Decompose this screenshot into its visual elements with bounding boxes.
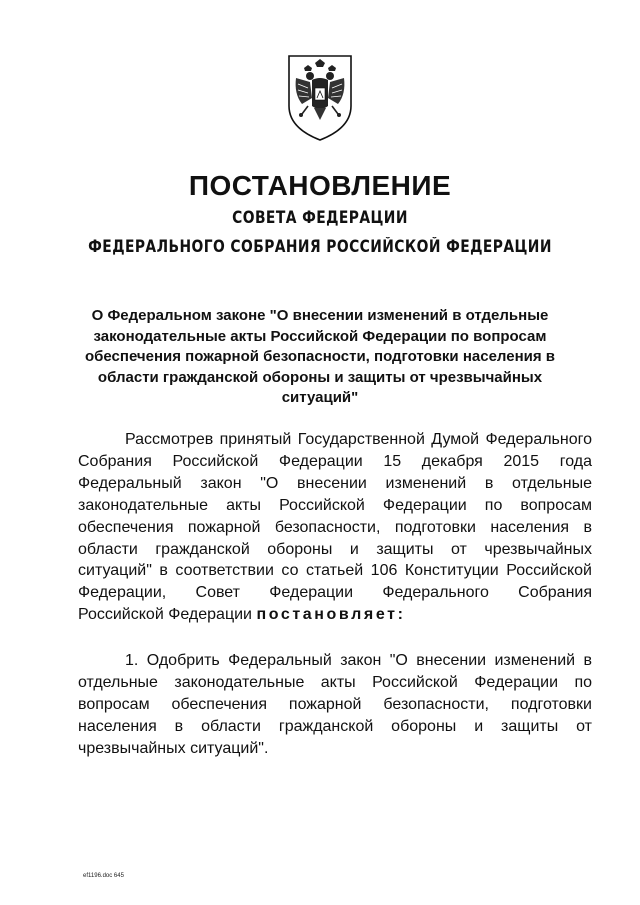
heading-line: О Федеральном законе "О внесении изменений в отдельные	[91, 307, 549, 324]
document-title: ПОСТАНОВЛЕНИЕ	[188, 170, 452, 201]
paragraph-line: обеспечения пожарной безопасности, подготовки населения в	[78, 518, 592, 536]
heading-line: законодательные акты Российской Федерации по вопросам	[93, 327, 547, 345]
paragraph-line: отдельные законодательные акты Российской Федерации по	[78, 673, 592, 691]
paragraph-line: 1. Одобрить Федеральный закон "О внесении изменений в	[125, 652, 592, 669]
resolves-word: постановляет:	[256, 606, 406, 624]
resolution-heading	[60, 306, 580, 409]
document-subtitle-line2: ФЕДЕРАЛЬНОГО СОБРАНИЯ РОССИЙСКОЙ ФЕДЕРАЦИИ	[88, 237, 552, 256]
paragraph-line: Федеральный закон "О внесении изменений в отдельные	[78, 474, 592, 492]
paragraph-line: ситуаций" в соответствии со статьей 106 Конституции Российской	[78, 562, 592, 580]
document-reference: ef1196.doc 645	[83, 873, 124, 879]
paragraph-line: Рассмотрев принятый Государственной Думой Федерального	[125, 431, 592, 448]
paragraph-line: вопросам обеспечения пожарной безопасности, подготовки	[78, 695, 592, 713]
paragraph-line: чрезвычайных ситуаций".	[78, 739, 269, 757]
document-subtitle-line1: СОВЕТА ФЕДЕРАЦИИ	[232, 208, 408, 227]
paragraph-line: Федерации, Совет Федерации Федерального Собрания	[78, 584, 592, 602]
paragraph-line: законодательные акты Российской Федерации по вопросам	[78, 496, 592, 514]
heading-line: области гражданской обороны и защиты от чрезвычайных ситуаций"	[97, 368, 543, 406]
paragraph-line: Собрания Российской Федерации 15 декабря 2015 года	[78, 452, 592, 470]
coat-of-arms-icon	[286, 54, 354, 142]
paragraph-line: населения в области гражданской обороны и защиты от	[78, 717, 592, 735]
paragraph-preamble	[78, 429, 592, 626]
paragraph-text: Российской Федерации	[78, 606, 257, 624]
paragraph-line: области гражданской обороны и защиты от чрезвычайных	[78, 540, 592, 558]
paragraph-decision	[78, 650, 592, 760]
heading-line: обеспечения пожарной безопасности, подготовки населения в	[84, 348, 556, 365]
paragraph-line	[78, 604, 592, 626]
